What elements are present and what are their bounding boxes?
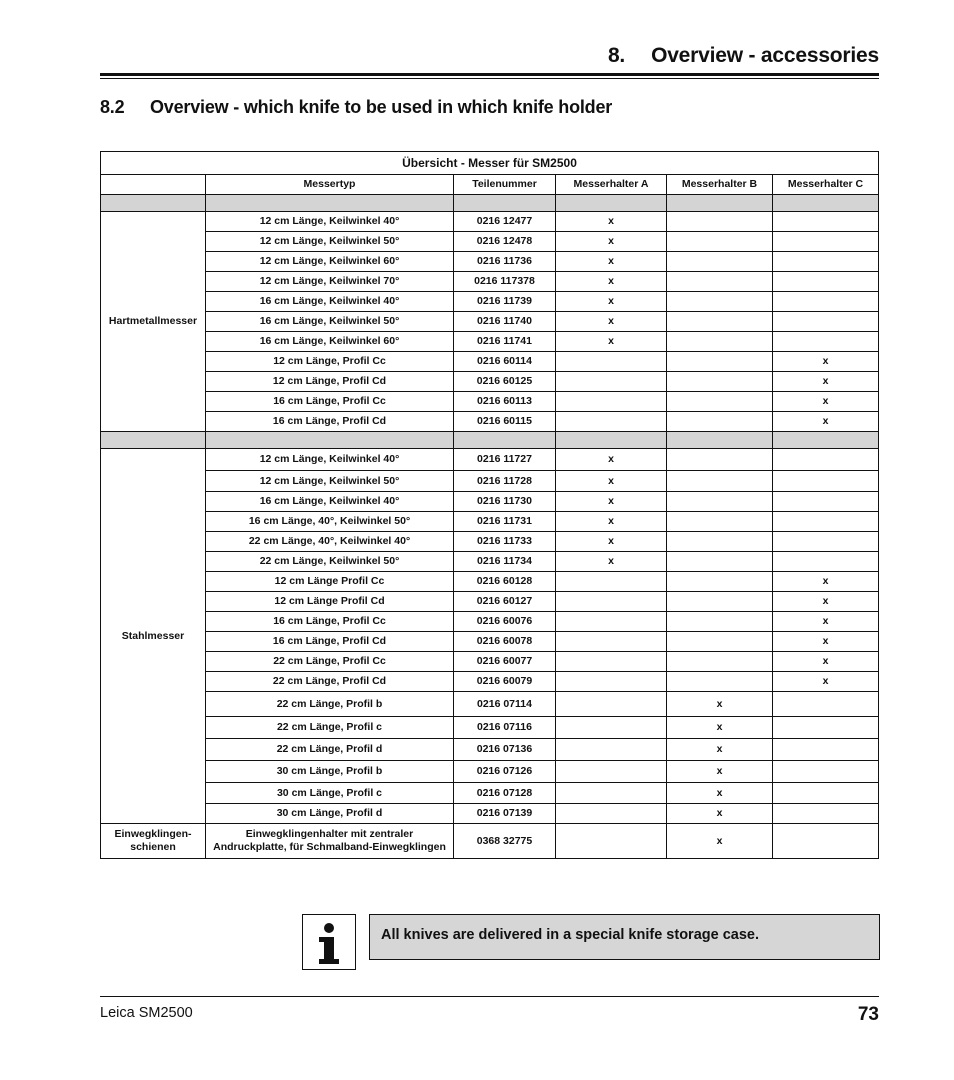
- info-icon: [302, 914, 356, 970]
- cell-messerhalter-b: [667, 272, 773, 292]
- cell-messerhalter-b: [667, 632, 773, 652]
- table-row: [101, 717, 879, 739]
- cell-messerhalter-c: [773, 312, 879, 332]
- cell-messerhalter-b: [667, 672, 773, 692]
- cell-messerhalter-b: [667, 449, 773, 471]
- cell-messertyp: 16 cm Länge, Profil Cd: [206, 412, 454, 432]
- cell-messertyp: 12 cm Länge Profil Cd: [206, 592, 454, 612]
- cell-teilenummer: 0216 11733: [454, 532, 556, 552]
- cell-messertyp: 12 cm Länge, Profil Cd: [206, 372, 454, 392]
- cell-messerhalter-a: x: [556, 449, 667, 471]
- cell-messerhalter-b: [667, 412, 773, 432]
- table-caption: Übersicht - Messer für SM2500: [101, 152, 879, 175]
- table-row: [101, 312, 879, 332]
- column-header-messerhalter-c: Messerhalter C: [773, 175, 879, 195]
- cell-messerhalter-a: [556, 783, 667, 804]
- separator-cell: [667, 432, 773, 449]
- table-row: [101, 352, 879, 372]
- table-row: [101, 692, 879, 717]
- group-separator-row: [101, 432, 879, 449]
- cell-messerhalter-b: [667, 212, 773, 232]
- cell-messertyp: 22 cm Länge, Profil Cc: [206, 652, 454, 672]
- cell-messertyp: 22 cm Länge, Keilwinkel 50°: [206, 552, 454, 572]
- cell-messerhalter-b: [667, 532, 773, 552]
- table-row: [101, 272, 879, 292]
- cell-messerhalter-a: x: [556, 272, 667, 292]
- cell-messertyp: 30 cm Länge, Profil b: [206, 761, 454, 783]
- cell-messerhalter-b: [667, 552, 773, 572]
- cell-messerhalter-c: x: [773, 392, 879, 412]
- cell-messerhalter-c: [773, 212, 879, 232]
- cell-messerhalter-b: [667, 512, 773, 532]
- cell-messerhalter-c: x: [773, 672, 879, 692]
- table-row: [101, 804, 879, 824]
- table-row: [101, 652, 879, 672]
- table-row: [101, 512, 879, 532]
- cell-messerhalter-b: x: [667, 804, 773, 824]
- cell-messerhalter-a: [556, 652, 667, 672]
- column-header-messerhalter-a: Messerhalter A: [556, 175, 667, 195]
- cell-messertyp: 22 cm Länge, Profil d: [206, 739, 454, 761]
- cell-messertyp: 12 cm Länge, Keilwinkel 40°: [206, 449, 454, 471]
- cell-messertyp: 30 cm Länge, Profil d: [206, 804, 454, 824]
- group-label-line: schienen: [130, 841, 176, 853]
- cell-teilenummer: 0216 60076: [454, 612, 556, 632]
- cell-teilenummer: 0216 11741: [454, 332, 556, 352]
- cell-messertyp: 16 cm Länge, Keilwinkel 50°: [206, 312, 454, 332]
- cell-teilenummer: 0216 11731: [454, 512, 556, 532]
- cell-messerhalter-b: [667, 312, 773, 332]
- table-row: [101, 739, 879, 761]
- cell-messertyp: 16 cm Länge, Profil Cd: [206, 632, 454, 652]
- table-row: [101, 292, 879, 312]
- cell-messerhalter-c: [773, 552, 879, 572]
- cell-messerhalter-a: [556, 612, 667, 632]
- cell-teilenummer: 0216 11736: [454, 252, 556, 272]
- cell-messerhalter-a: x: [556, 232, 667, 252]
- cell-messerhalter-a: [556, 804, 667, 824]
- cell-messerhalter-a: x: [556, 552, 667, 572]
- cell-messerhalter-c: [773, 492, 879, 512]
- cell-teilenummer: 0216 11739: [454, 292, 556, 312]
- cell-messerhalter-b: [667, 572, 773, 592]
- cell-teilenummer: 0216 60115: [454, 412, 556, 432]
- cell-messertyp: 30 cm Länge, Profil c: [206, 783, 454, 804]
- cell-messerhalter-a: x: [556, 492, 667, 512]
- cell-messerhalter-a: [556, 352, 667, 372]
- table-row: [101, 332, 879, 352]
- table-row: [101, 492, 879, 512]
- cell-teilenummer: 0216 11728: [454, 471, 556, 492]
- separator-cell: [556, 195, 667, 212]
- cell-teilenummer: 0216 07139: [454, 804, 556, 824]
- cell-messertyp: 16 cm Länge, Keilwinkel 60°: [206, 332, 454, 352]
- separator-cell: [773, 195, 879, 212]
- cell-messertyp: 22 cm Länge, 40°, Keilwinkel 40°: [206, 532, 454, 552]
- cell-messerhalter-c: [773, 449, 879, 471]
- cell-messerhalter-c: x: [773, 632, 879, 652]
- cell-messerhalter-b: [667, 592, 773, 612]
- cell-messerhalter-a: x: [556, 532, 667, 552]
- cell-messertyp: 12 cm Länge, Keilwinkel 60°: [206, 252, 454, 272]
- cell-messertyp: 16 cm Länge, Profil Cc: [206, 392, 454, 412]
- table-row: [101, 212, 879, 232]
- cell-teilenummer: 0216 60114: [454, 352, 556, 372]
- cell-messerhalter-a: x: [556, 332, 667, 352]
- table-row: [101, 552, 879, 572]
- cell-messerhalter-b: [667, 392, 773, 412]
- cell-messertyp: 12 cm Länge, Keilwinkel 70°: [206, 272, 454, 292]
- separator-cell: [101, 195, 206, 212]
- cell-messerhalter-c: [773, 232, 879, 252]
- table-row: [101, 572, 879, 592]
- cell-messertyp: 16 cm Länge, 40°, Keilwinkel 50°: [206, 512, 454, 532]
- cell-messerhalter-c: [773, 824, 879, 859]
- cell-messertyp: 22 cm Länge, Profil b: [206, 692, 454, 717]
- cell-messerhalter-b: [667, 372, 773, 392]
- cell-messerhalter-a: [556, 672, 667, 692]
- column-header-messerhalter-b: Messerhalter B: [667, 175, 773, 195]
- group-label-line: Einwegklingen-: [114, 828, 192, 840]
- cell-messertyp: 16 cm Länge, Profil Cc: [206, 612, 454, 632]
- table-row: [101, 761, 879, 783]
- cell-messerhalter-c: [773, 761, 879, 783]
- cell-messerhalter-b: [667, 232, 773, 252]
- cell-teilenummer: 0216 60077: [454, 652, 556, 672]
- cell-messerhalter-c: [773, 739, 879, 761]
- cell-messerhalter-a: [556, 392, 667, 412]
- chapter-title-text: Overview - accessories: [651, 44, 879, 67]
- cell-messerhalter-b: x: [667, 739, 773, 761]
- knife-overview-table: [100, 151, 879, 859]
- cell-messerhalter-b: x: [667, 783, 773, 804]
- table-row: [101, 471, 879, 492]
- cell-messerhalter-b: [667, 292, 773, 312]
- section-title: [100, 97, 612, 118]
- cell-messerhalter-c: [773, 332, 879, 352]
- cell-messerhalter-a: x: [556, 471, 667, 492]
- cell-teilenummer: 0216 11734: [454, 552, 556, 572]
- cell-messertyp: 12 cm Länge, Profil Cc: [206, 352, 454, 372]
- cell-messerhalter-a: x: [556, 512, 667, 532]
- table-row: [101, 252, 879, 272]
- group-label: Hartmetallmesser: [101, 212, 206, 432]
- cell-messerhalter-b: [667, 252, 773, 272]
- cell-messerhalter-b: x: [667, 761, 773, 783]
- cell-messertyp: 12 cm Länge, Keilwinkel 50°: [206, 471, 454, 492]
- table-row: [101, 449, 879, 471]
- separator-cell: [556, 432, 667, 449]
- cell-messerhalter-a: [556, 761, 667, 783]
- column-header-group: [101, 175, 206, 195]
- separator-cell: [101, 432, 206, 449]
- cell-messerhalter-a: [556, 692, 667, 717]
- cell-messerhalter-b: [667, 352, 773, 372]
- cell-messerhalter-a: [556, 632, 667, 652]
- table-row: [101, 392, 879, 412]
- cell-messerhalter-c: [773, 272, 879, 292]
- cell-messerhalter-a: [556, 412, 667, 432]
- cell-messerhalter-c: [773, 692, 879, 717]
- cell-messerhalter-a: [556, 717, 667, 739]
- cell-messertyp: [206, 824, 454, 859]
- cell-messerhalter-a: x: [556, 292, 667, 312]
- cell-messerhalter-c: [773, 252, 879, 272]
- cell-messertyp: 16 cm Länge, Keilwinkel 40°: [206, 492, 454, 512]
- footer-product: Leica SM2500: [100, 1005, 193, 1021]
- chapter-title: [608, 44, 879, 68]
- page-number: 73: [857, 1004, 879, 1025]
- cell-messerhalter-b: [667, 612, 773, 632]
- cell-teilenummer: 0368 32775: [454, 824, 556, 859]
- cell-messerhalter-c: [773, 292, 879, 312]
- cell-teilenummer: 0216 60127: [454, 592, 556, 612]
- messertyp-line: Andruckplatte, für Schmalband-Einwegklingen: [213, 841, 446, 853]
- cell-messerhalter-c: x: [773, 372, 879, 392]
- cell-messertyp: 16 cm Länge, Keilwinkel 40°: [206, 292, 454, 312]
- cell-teilenummer: 0216 12478: [454, 232, 556, 252]
- table-row: [101, 232, 879, 252]
- cell-messerhalter-c: [773, 471, 879, 492]
- column-header-messertyp: Messertyp: [206, 175, 454, 195]
- cell-messertyp: 12 cm Länge, Keilwinkel 40°: [206, 212, 454, 232]
- cell-messertyp: 12 cm Länge Profil Cc: [206, 572, 454, 592]
- cell-messerhalter-a: x: [556, 312, 667, 332]
- section-number: 8.2: [100, 97, 125, 117]
- cell-messerhalter-c: x: [773, 412, 879, 432]
- cell-messerhalter-a: x: [556, 252, 667, 272]
- table-row: [101, 372, 879, 392]
- cell-teilenummer: 0216 60128: [454, 572, 556, 592]
- group-label: [101, 824, 206, 859]
- cell-teilenummer: 0216 11730: [454, 492, 556, 512]
- cell-messerhalter-c: [773, 532, 879, 552]
- group-separator-row: [101, 195, 879, 212]
- cell-messerhalter-b: x: [667, 692, 773, 717]
- cell-teilenummer: 0216 60079: [454, 672, 556, 692]
- cell-messerhalter-b: x: [667, 824, 773, 859]
- separator-cell: [773, 432, 879, 449]
- cell-teilenummer: 0216 07136: [454, 739, 556, 761]
- cell-messerhalter-c: x: [773, 592, 879, 612]
- cell-messerhalter-b: [667, 492, 773, 512]
- cell-messerhalter-b: x: [667, 717, 773, 739]
- table-row: [101, 632, 879, 652]
- separator-cell: [667, 195, 773, 212]
- messertyp-line: Einwegklingenhalter mit zentraler: [245, 828, 414, 840]
- cell-messerhalter-a: [556, 824, 667, 859]
- cell-messerhalter-c: x: [773, 352, 879, 372]
- cell-messerhalter-b: [667, 652, 773, 672]
- separator-cell: [206, 432, 454, 449]
- table-row: [101, 592, 879, 612]
- table-row: [101, 612, 879, 632]
- cell-messerhalter-a: x: [556, 212, 667, 232]
- cell-teilenummer: 0216 60125: [454, 372, 556, 392]
- cell-teilenummer: 0216 07126: [454, 761, 556, 783]
- cell-messerhalter-b: [667, 471, 773, 492]
- cell-teilenummer: 0216 60113: [454, 392, 556, 412]
- cell-messerhalter-c: [773, 717, 879, 739]
- footer-rule: [100, 996, 879, 997]
- cell-messerhalter-a: [556, 372, 667, 392]
- section-title-text: Overview - which knife to be used in which knife holder: [150, 97, 613, 117]
- cell-messerhalter-a: [556, 592, 667, 612]
- cell-messerhalter-c: x: [773, 652, 879, 672]
- table-row: [101, 412, 879, 432]
- cell-messerhalter-c: [773, 804, 879, 824]
- cell-teilenummer: 0216 07114: [454, 692, 556, 717]
- cell-teilenummer: 0216 11740: [454, 312, 556, 332]
- cell-teilenummer: 0216 11727: [454, 449, 556, 471]
- cell-messerhalter-a: [556, 739, 667, 761]
- separator-cell: [206, 195, 454, 212]
- table-row: [101, 532, 879, 552]
- table-row: [101, 824, 879, 859]
- cell-messertyp: 22 cm Länge, Profil c: [206, 717, 454, 739]
- cell-messerhalter-c: [773, 783, 879, 804]
- cell-messerhalter-c: x: [773, 612, 879, 632]
- cell-teilenummer: 0216 12477: [454, 212, 556, 232]
- header-rule-thin: [100, 78, 879, 79]
- table-row: [101, 783, 879, 804]
- table-row: [101, 672, 879, 692]
- column-header-teilenummer: Teilenummer: [454, 175, 556, 195]
- cell-messertyp: 12 cm Länge, Keilwinkel 50°: [206, 232, 454, 252]
- cell-teilenummer: 0216 07116: [454, 717, 556, 739]
- note-text: All knives are delivered in a special knife storage case.: [381, 927, 759, 943]
- cell-messerhalter-a: [556, 572, 667, 592]
- cell-teilenummer: 0216 07128: [454, 783, 556, 804]
- note-box: [369, 914, 880, 960]
- cell-teilenummer: 0216 60078: [454, 632, 556, 652]
- cell-messerhalter-c: x: [773, 572, 879, 592]
- header-rule-thick: [100, 73, 879, 76]
- cell-messerhalter-b: [667, 332, 773, 352]
- cell-messertyp: 22 cm Länge, Profil Cd: [206, 672, 454, 692]
- cell-messerhalter-c: [773, 512, 879, 532]
- separator-cell: [454, 432, 556, 449]
- cell-teilenummer: 0216 117378: [454, 272, 556, 292]
- group-label: Stahlmesser: [101, 449, 206, 824]
- chapter-number: 8.: [607, 44, 626, 67]
- separator-cell: [454, 195, 556, 212]
